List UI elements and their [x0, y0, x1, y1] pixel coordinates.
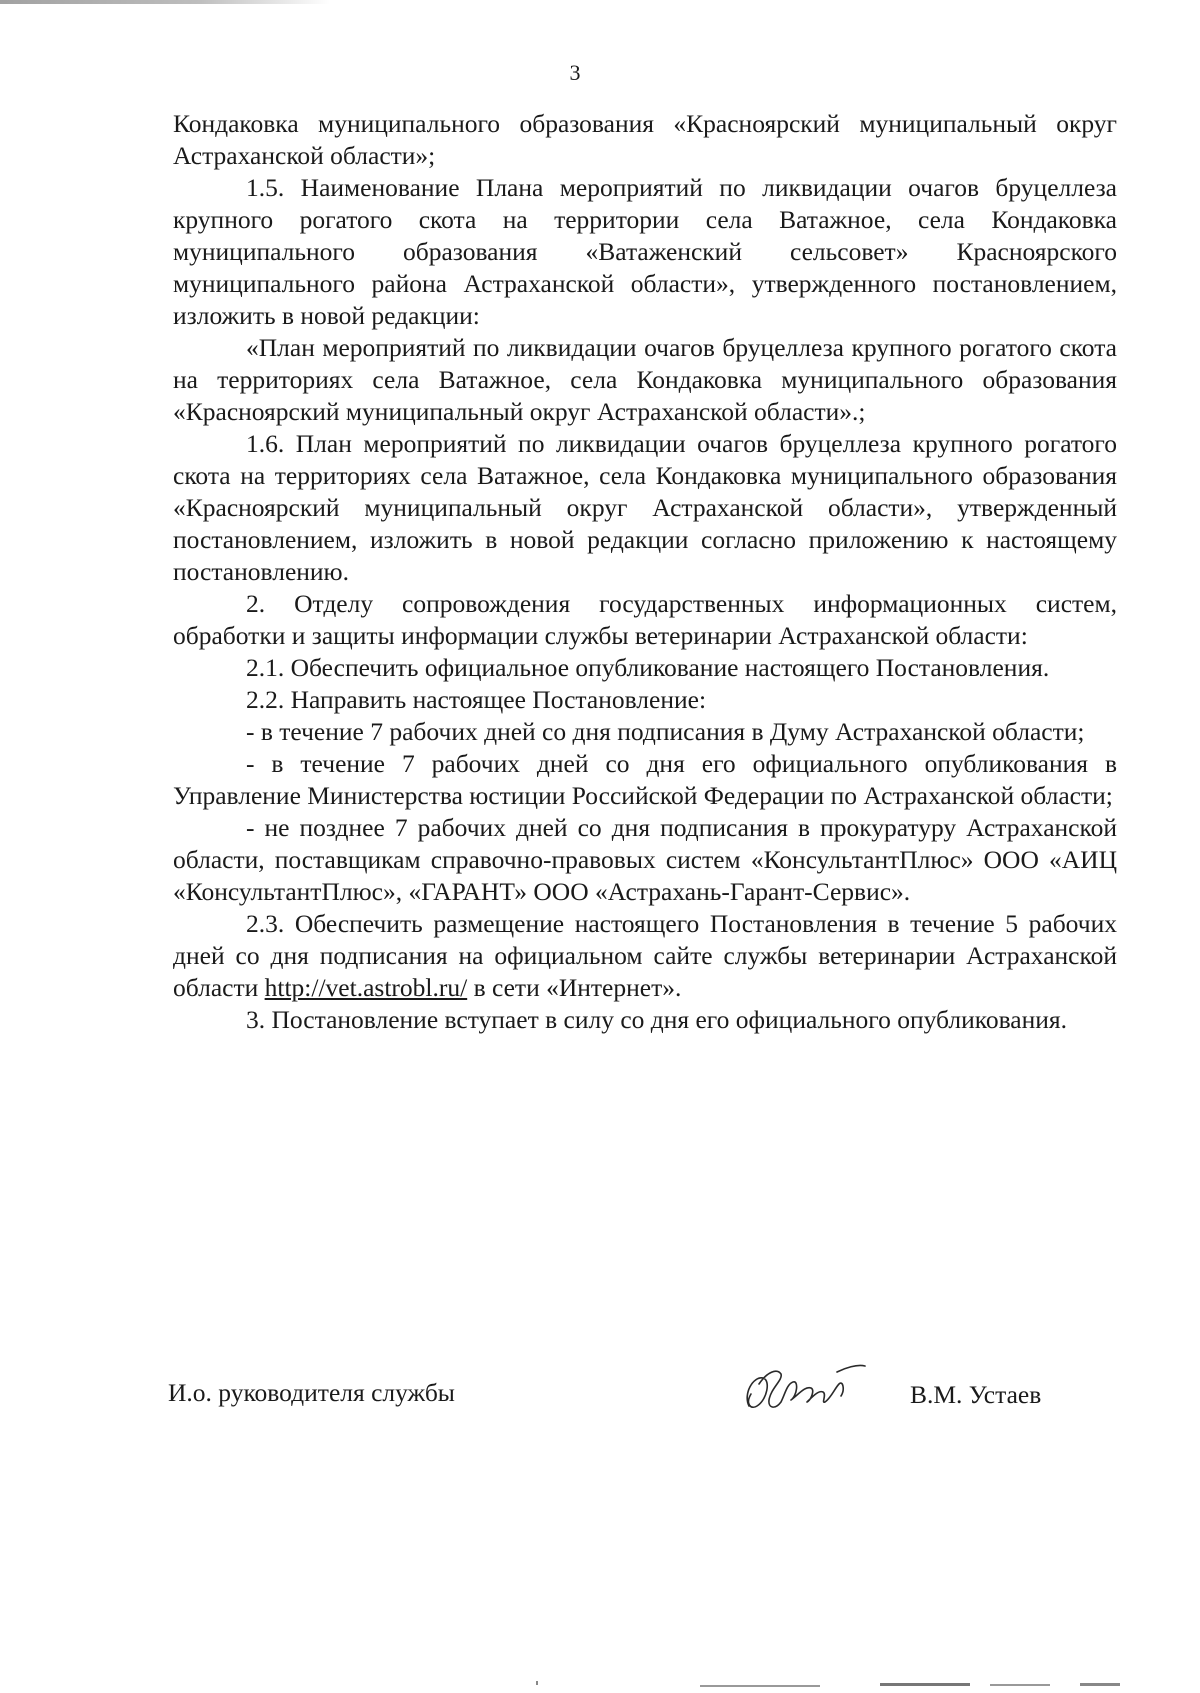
paragraph-2-1: 2.1. Обеспечить официальное опубликование настоящего Постановления. — [246, 653, 1050, 682]
paragraph-2: 2. Отделу сопровождения государственных информационных систем, обработки и защиты информации службы ветеринарии Астраханской области: — [173, 589, 1117, 650]
document-body — [173, 108, 1117, 1036]
website-link[interactable]: http://vet.astrobl.ru/ — [264, 973, 468, 1002]
paragraph-3: 3. Постановление вступает в силу со дня его официального опубликования. — [246, 1005, 1067, 1034]
handwritten-signature — [741, 1354, 871, 1424]
paragraph-2-3 — [173, 908, 1117, 1004]
paragraph-1-6: 1.6. План мероприятий по ликвидации очагов бруцеллеза крупного рогатого скота на территориях села Ватажное, села Кондаковка муниципального образования «Красноярский муниципальный округ Астраханской области», утвержденный постановлением, изложить в новой редакции согласно приложению к настоящему постановлению. — [173, 429, 1117, 586]
signature-block — [168, 1362, 1068, 1432]
page-number: 3 — [569, 60, 581, 85]
paragraph-plan-title: «План мероприятий по ликвидации очагов бруцеллеза крупного рогатого скота на территориях села Ватажное, села Кондаковка муниципального образования «Красноярский муниципальный округ Астраханской области».; — [173, 333, 1117, 426]
list-item-justice-ministry: - в течение 7 рабочих дней со дня его официального опубликования в Управление Министерства юстиции Российской Федерации по Астраханской области; — [173, 749, 1117, 810]
paragraph-continuation: Кондаковка муниципального образования «Красноярский муниципальный округ Астраханской области»; — [173, 109, 1117, 170]
paragraph-2-3-text: 2.3. Обеспечить размещение настоящего Постановления в течение 5 рабочих дней со дня подписания на официальном сайте службы ветеринарии Астраханской области — [173, 909, 1117, 1002]
list-item-duma: - в течение 7 рабочих дней со дня подписания в Думу Астраханской области; — [246, 717, 1085, 746]
signatory-name: В.М. Устаев — [910, 1380, 1042, 1409]
paragraph-1-5: 1.5. Наименование Плана мероприятий по ликвидации очагов бруцеллеза крупного рогатого скота на территории села Ватажное, села Кондаковка муниципального образования «Ватаженский сельсовет» Красноярского муниципального района Астраханской области», утвержденного постановлением, изложить в новой редакции: — [173, 173, 1117, 330]
paragraph-2-2: 2.2. Направить настоящее Постановление: — [246, 685, 707, 714]
signatory-position: И.о. руководителя службы — [168, 1378, 455, 1407]
paragraph-2-3-tail: в сети «Интернет». — [467, 973, 682, 1002]
scan-edge-mark — [0, 0, 330, 4]
scan-bottom-marks — [0, 1679, 1200, 1693]
list-item-prosecutor: - не позднее 7 рабочих дней со дня подписания в прокуратуру Астраханской области, поставщикам справочно-правовых систем «КонсультантПлюс» ООО «АИЦ «КонсультантПлюс», «ГАРАНТ» ООО «Астрахань-Гарант-Сервис». — [173, 813, 1117, 906]
